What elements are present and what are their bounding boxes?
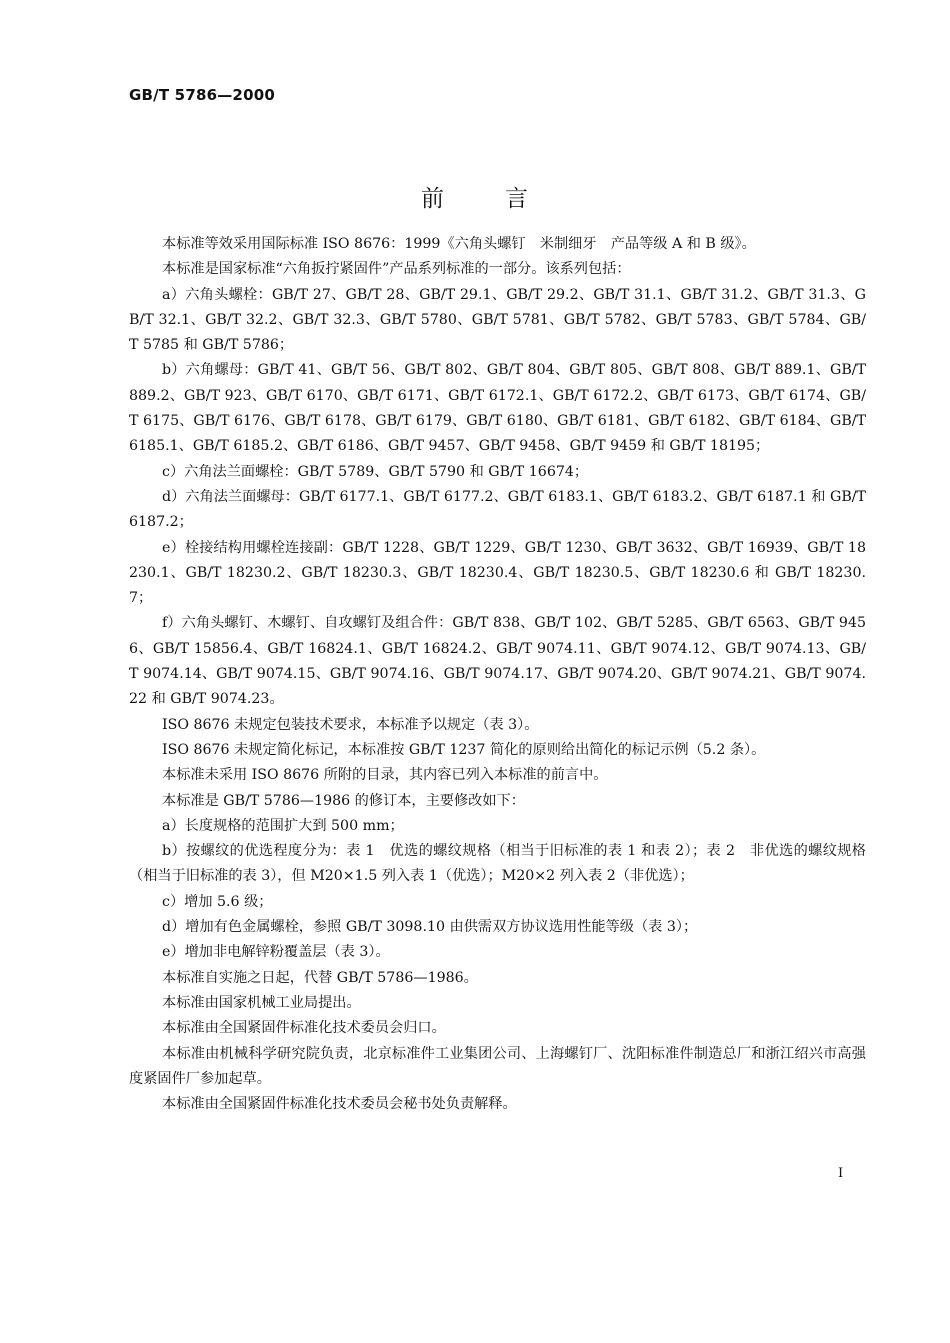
document-id: GB/T 5786—2000 xyxy=(129,86,275,104)
page-title xyxy=(0,180,950,213)
list-item: e）增加非电解锌粉覆盖层（表 3）。 xyxy=(162,944,390,961)
foreword-body xyxy=(129,232,866,1117)
paragraph: 本标准由全国紧固件标准化技术委员会归口。 xyxy=(162,1020,446,1037)
paragraph: 本标准是 GB/T 5786—1986 的修订本，主要修改如下： xyxy=(162,792,525,809)
paragraph: ISO 8676 未规定简化标记，本标准按 GB/T 1237 简化的原则给出简化的标记示例（5.2 条）。 xyxy=(162,741,766,758)
list-item: d）六角法兰面螺母：GB/T 6177.1、GB/T 6177.2、GB/T 6183.1、GB/T 6183.2、GB/T 6187.1 和 GB/T 6187.2； xyxy=(129,488,866,531)
paragraph: 本标准是国家标准“六角扳拧紧固件”产品系列标准的一部分。该系列包括： xyxy=(162,261,631,278)
page-title-part-2: 言 xyxy=(505,186,529,212)
list-item: d）增加有色金属螺栓，参照 GB/T 3098.10 由供需双方协议选用性能等级（表 3）； xyxy=(162,919,698,936)
list-item: a）六角头螺栓：GB/T 27、GB/T 28、GB/T 29.1、GB/T 29.2、GB/T 31.1、GB/T 31.2、GB/T 31.3、GB/T 32.1、GB/T 32.2、GB/T 32.3、GB/T 5780、GB/T 5781、GB/T 5782、GB/T 5783、GB/T 5784、GB/T 5785 和 GB/T 5786； xyxy=(129,286,866,354)
paragraph: 本标准等效采用国际标准 ISO 8676：1999《六角头螺钉 米制细牙 产品等级 A 和 B 级》。 xyxy=(162,236,756,252)
list-item: b）六角螺母：GB/T 41、GB/T 56、GB/T 802、GB/T 804、GB/T 805、GB/T 808、GB/T 889.1、GB/T 889.2、GB/T 923、GB/T 6170、GB/T 6171、GB/T 6172.1、GB/T 6172.2、GB/T 6173、GB/T 6174、GB/T 6175、GB/T 6176、GB/T 6178、GB/T 6179、GB/T 6180、GB/T 6181、GB/T 6182、GB/T 6184、GB/T 6185.1、GB/T 6185.2、GB/T 6186、GB/T 9457、GB/T 9458、GB/T 9459 和 GB/T 18195； xyxy=(129,362,866,455)
paragraph: 本标准由国家机械工业局提出。 xyxy=(162,994,361,1011)
paragraph: 本标准由机械科学研究院负责，北京标准件工业集团公司、上海螺钉厂、沈阳标准件制造总厂和浙江绍兴市高强度紧固件厂参加起草。 xyxy=(129,1045,866,1087)
list-item: c）六角法兰面螺栓：GB/T 5789、GB/T 5790 和 GB/T 16674； xyxy=(162,463,589,480)
paragraph: 本标准由全国紧固件标准化技术委员会秘书处负责解释。 xyxy=(162,1096,517,1113)
page-number: I xyxy=(838,1166,844,1181)
paragraph: 本标准自实施之日起，代替 GB/T 5786—1986。 xyxy=(162,969,478,986)
list-item: f）六角头螺钉、木螺钉、自攻螺钉及组合件：GB/T 838、GB/T 102、GB/T 5285、GB/T 6563、GB/T 9456、GB/T 15856.4、GB/T 16824.1、GB/T 16824.2、GB/T 9074.11、GB/T 9074.12、GB/T 9074.13、GB/T 9074.14、GB/T 9074.15、GB/T 9074.16、GB/T 9074.17、GB/T 9074.20、GB/T 9074.21、GB/T 9074.22 和 GB/T 9074.23。 xyxy=(129,615,866,708)
list-item: e）栓接结构用螺栓连接副：GB/T 1228、GB/T 1229、GB/T 1230、GB/T 3632、GB/T 16939、GB/T 18230.1、GB/T 18230.2、GB/T 18230.3、GB/T 18230.4、GB/T 18230.5、GB/T 18230.6 和 GB/T 18230.7； xyxy=(129,539,866,607)
page-title-part-1: 前 xyxy=(421,186,445,212)
list-item: b）按螺纹的优选程度分为：表 1 优选的螺纹规格（相当于旧标准的表 1 和表 2）；表 2 非优选的螺纹规格（相当于旧标准的表 3），但 M20×1.5 列入表 1（优选）；M20×2 列入表 2（非优选）； xyxy=(129,843,866,885)
paragraph: 本标准未采用 ISO 8676 所附的目录，其内容已列入本标准的前言中。 xyxy=(162,767,608,784)
paragraph: ISO 8676 未规定包装技术要求，本标准予以规定（表 3）。 xyxy=(162,716,539,733)
list-item: c）增加 5.6 级； xyxy=(162,893,273,910)
list-item: a）长度规格的范围扩大到 500 mm； xyxy=(162,817,404,834)
